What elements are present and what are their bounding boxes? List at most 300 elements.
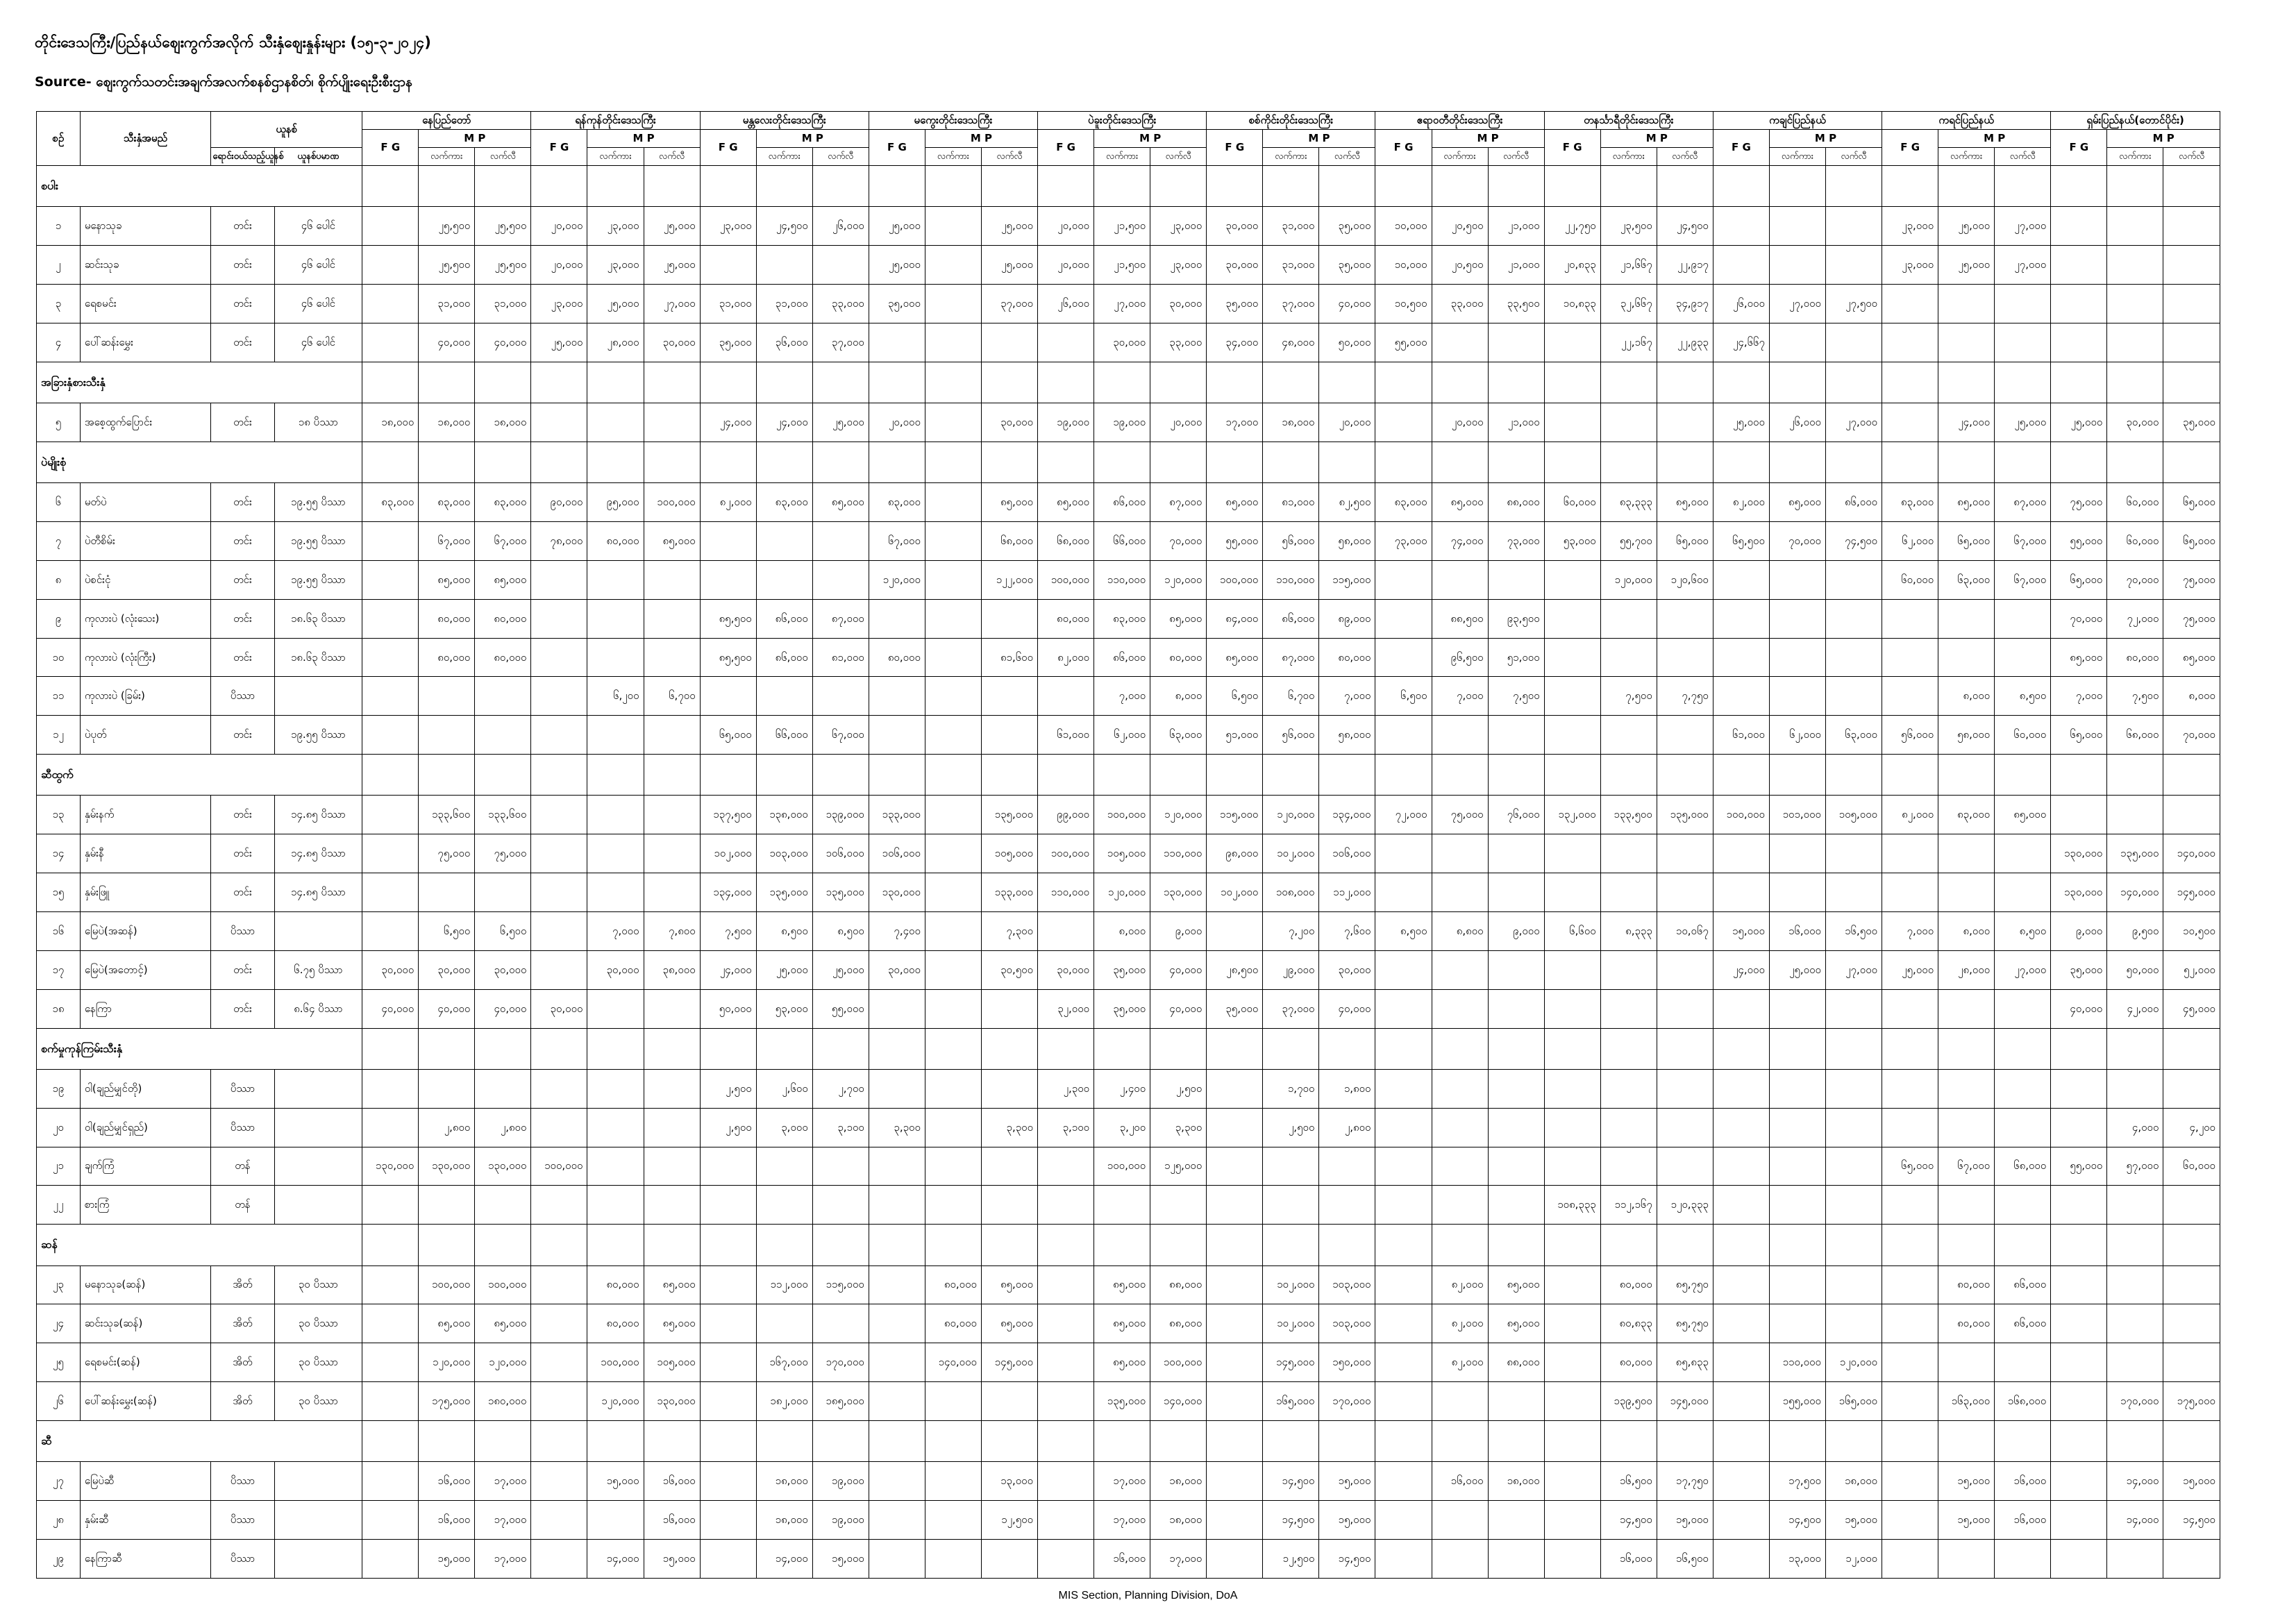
- wholesale-price-cell: ၁၅,၀၀၀: [419, 1539, 475, 1578]
- wholesale-price-cell: ၁၄,၀၀၀: [2107, 1501, 2163, 1540]
- wholesale-price-cell: [1600, 989, 1657, 1028]
- empty-cell: [700, 442, 756, 482]
- wholesale-price-cell: [756, 522, 812, 561]
- wholesale-price-cell: ၁၂၀,၀၀၀: [1094, 873, 1150, 912]
- wholesale-price-cell: ၁၀၀,၀၀၀: [1094, 796, 1150, 834]
- wholesale-price-cell: ၁၄,၅၀၀: [1600, 1501, 1657, 1540]
- retail-price-cell: ၁၀၆,၀၀၀: [812, 834, 869, 873]
- retail-price-cell: [1825, 560, 1882, 599]
- fg-price-cell: [1207, 1108, 1263, 1147]
- wholesale-price-cell: [1938, 323, 1995, 362]
- wholesale-price-cell: [1432, 1147, 1488, 1186]
- unit-quantity: ၁၉.၅၅ ပိဿာ: [274, 522, 362, 561]
- category-label: ဆန်: [37, 1225, 362, 1265]
- header-region: ကရင်ပြည်နယ်: [1882, 112, 2051, 130]
- retail-price-cell: ၁၉,၀၀၀: [812, 1501, 869, 1540]
- empty-cell: [1882, 755, 1938, 796]
- wholesale-price-cell: [1432, 1501, 1488, 1540]
- wholesale-price-cell: [1600, 1147, 1657, 1186]
- fg-price-cell: ၆၅,၀၀၀: [1882, 1147, 1938, 1186]
- fg-price-cell: [1544, 1501, 1600, 1540]
- fg-price-cell: ၁၁၅,၀၀၀: [1207, 796, 1263, 834]
- wholesale-price-cell: ၅၆,၀၀၀: [1263, 522, 1319, 561]
- empty-cell: [1882, 442, 1938, 482]
- fg-price-cell: [1038, 1501, 1094, 1540]
- retail-price-cell: ၁၅,၀၀၀: [1825, 1501, 1882, 1540]
- table-row: [37, 1186, 2220, 1225]
- wholesale-price-cell: [2107, 1343, 2163, 1382]
- wholesale-price-cell: ၁၅,၀၀၀: [587, 1462, 644, 1501]
- wholesale-price-cell: ၈၀,၀၀၀: [1600, 1343, 1657, 1382]
- fg-price-cell: [1207, 1382, 1263, 1421]
- unit-quantity: ၁၉.၅၅ ပိဿာ: [274, 716, 362, 755]
- wholesale-price-cell: ၁၀၂,၀၀၀: [1263, 1265, 1319, 1304]
- retail-price-cell: [1825, 207, 1882, 246]
- wholesale-price-cell: ၈၆,၀၀၀: [1094, 638, 1150, 677]
- empty-cell: [1319, 166, 1375, 207]
- unit-quantity: ၄၆ ပေါင်: [274, 207, 362, 246]
- fg-price-cell: ၁၀၀,၀၀၀: [531, 1147, 587, 1186]
- empty-cell: [2163, 166, 2220, 207]
- table-row: [37, 1069, 2220, 1108]
- crop-name: မြေပဲ(အတောင့်): [80, 950, 211, 989]
- wholesale-price-cell: ၈၂,၀၀၀: [1432, 1265, 1488, 1304]
- sale-unit: တန်: [211, 1186, 274, 1225]
- wholesale-price-cell: ၂၄,၅၀၀: [756, 207, 812, 246]
- wholesale-price-cell: ၁၄၀,၀၀၀: [2107, 873, 2163, 912]
- empty-cell: [812, 1028, 869, 1069]
- fg-price-cell: ၃၀,၀၀၀: [362, 950, 419, 989]
- retail-price-cell: ၈၅,၇၅၀: [1657, 1304, 1713, 1343]
- fg-price-cell: ၅၅,၀၀၀: [2051, 522, 2107, 561]
- fg-price-cell: [362, 1539, 419, 1578]
- retail-price-cell: [2163, 285, 2220, 323]
- wholesale-price-cell: ၁၆၇,၀၀၀: [756, 1343, 812, 1382]
- header-fg: F G: [1882, 130, 1938, 166]
- sale-unit: အိတ်: [211, 1265, 274, 1304]
- empty-cell: [1713, 755, 1769, 796]
- retail-price-cell: [981, 1186, 1037, 1225]
- wholesale-price-cell: ၇၂,၀၀၀: [2107, 599, 2163, 638]
- wholesale-price-cell: ၂၅,၀၀၀: [756, 950, 812, 989]
- wholesale-price-cell: [1600, 950, 1657, 989]
- fg-price-cell: ၅၆,၀၀၀: [1882, 716, 1938, 755]
- header-mp: M P: [587, 130, 700, 148]
- fg-price-cell: ၁၃၄,၀၀၀: [700, 873, 756, 912]
- empty-cell: [1938, 1225, 1995, 1265]
- header-mp-retail: လက်လီ: [981, 148, 1037, 166]
- fg-price-cell: ၂၈,၅၀၀: [1207, 950, 1263, 989]
- fg-price-cell: ၃၅,၀၀၀: [2051, 950, 2107, 989]
- retail-price-cell: [644, 1108, 700, 1147]
- fg-price-cell: ၁၃၂,၀၀၀: [1544, 796, 1600, 834]
- empty-cell: [1938, 755, 1995, 796]
- fg-price-cell: [362, 911, 419, 950]
- fg-price-cell: [1375, 1343, 1432, 1382]
- fg-price-cell: ၂၀,၀၀၀: [869, 403, 925, 442]
- wholesale-price-cell: ၈၇,၀၀၀: [1263, 638, 1319, 677]
- retail-price-cell: ၁၄,၅၀၀: [2163, 1501, 2220, 1540]
- wholesale-price-cell: [1432, 560, 1488, 599]
- retail-price-cell: ၁၇,၀၀၀: [475, 1501, 531, 1540]
- fg-price-cell: [1544, 989, 1600, 1028]
- table-row: [37, 716, 2220, 755]
- retail-price-cell: ၁၂၀,၆၀၀: [1657, 560, 1713, 599]
- retail-price-cell: ၁၈,၀၀၀: [1825, 1462, 1882, 1501]
- fg-price-cell: [362, 1265, 419, 1304]
- empty-cell: [1882, 1028, 1938, 1069]
- table-row: [37, 1265, 2220, 1304]
- fg-price-cell: [1713, 1501, 1769, 1540]
- wholesale-price-cell: ၁၁၂,၀၀၀: [756, 1265, 812, 1304]
- header-row-fg-mp: [37, 130, 2220, 148]
- crop-name: ပဲစင်းငုံ: [80, 560, 211, 599]
- wholesale-price-cell: ၈၅,၀၀၀: [1094, 1343, 1150, 1382]
- fg-price-cell: ၂,၅၀၀: [700, 1069, 756, 1108]
- unit-quantity: ၄၆ ပေါင်: [274, 246, 362, 285]
- crop-name: နှမ်းနက်: [80, 796, 211, 834]
- wholesale-price-cell: ၈၂,၀၀၀: [1432, 1343, 1488, 1382]
- sale-unit: ပိဿာ: [211, 1539, 274, 1578]
- wholesale-price-cell: ၁၄,၀၀၀: [587, 1539, 644, 1578]
- wholesale-price-cell: ၈၁,၀၀၀: [1263, 483, 1319, 522]
- fg-price-cell: ၁၅,၀၀၀: [1713, 911, 1769, 950]
- wholesale-price-cell: [2107, 323, 2163, 362]
- category-label: ဆီ: [37, 1420, 362, 1461]
- empty-cell: [869, 1028, 925, 1069]
- fg-price-cell: ၆၇,၀၀၀: [869, 522, 925, 561]
- wholesale-price-cell: ၁၂,၅၀၀: [1263, 1539, 1319, 1578]
- retail-price-cell: ၇၅,၀၀၀: [2163, 599, 2220, 638]
- wholesale-price-cell: ၁၉,၀၀၀: [1094, 403, 1150, 442]
- fg-price-cell: [700, 1462, 756, 1501]
- empty-cell: [756, 166, 812, 207]
- retail-price-cell: ၈၁,၀၀၀: [812, 638, 869, 677]
- fg-price-cell: [1375, 403, 1432, 442]
- retail-price-cell: [475, 1186, 531, 1225]
- unit-quantity: ၃၀ ပိဿာ: [274, 1382, 362, 1421]
- header-mp: M P: [1432, 130, 1544, 148]
- retail-price-cell: [1488, 1147, 1544, 1186]
- fg-price-cell: ၂၂,၇၅၀: [1544, 207, 1600, 246]
- retail-price-cell: ၁၆,၀၀၀: [1995, 1501, 2051, 1540]
- retail-price-cell: [1657, 599, 1713, 638]
- row-number: ၇: [37, 522, 81, 561]
- fg-price-cell: [1713, 1069, 1769, 1108]
- fg-price-cell: [1038, 677, 1094, 716]
- retail-price-cell: [812, 1147, 869, 1186]
- empty-cell: [2163, 442, 2220, 482]
- wholesale-price-cell: [1769, 1265, 1825, 1304]
- sale-unit: တင်း: [211, 599, 274, 638]
- fg-price-cell: [1882, 638, 1938, 677]
- table-row: [37, 638, 2220, 677]
- table-row: [37, 285, 2220, 323]
- wholesale-price-cell: [1769, 677, 1825, 716]
- fg-price-cell: ၈၅,၀၀၀: [1207, 638, 1263, 677]
- wholesale-price-cell: ၈၅,၀၀၀: [1769, 483, 1825, 522]
- row-number: ၉: [37, 599, 81, 638]
- wholesale-price-cell: [587, 834, 644, 873]
- empty-cell: [1319, 1420, 1375, 1461]
- empty-cell: [1600, 755, 1657, 796]
- fg-price-cell: [1882, 1304, 1938, 1343]
- header-mp-retail: လက်လီ: [644, 148, 700, 166]
- wholesale-price-cell: [925, 796, 981, 834]
- wholesale-price-cell: ၁၄၅,၀၀၀: [1263, 1343, 1319, 1382]
- wholesale-price-cell: ၇၄,၀၀၀: [1432, 522, 1488, 561]
- wholesale-price-cell: ၁၄၀,၀၀၀: [925, 1343, 981, 1382]
- fg-price-cell: ၇,၄၀၀: [869, 911, 925, 950]
- wholesale-price-cell: ၁၀၀,၀၀၀: [419, 1265, 475, 1304]
- retail-price-cell: ၄၀,၀၀၀: [1150, 950, 1207, 989]
- retail-price-cell: ၁၄၀,၀၀၀: [1150, 1382, 1207, 1421]
- crop-name: မတ်ပဲ: [80, 483, 211, 522]
- retail-price-cell: [2163, 246, 2220, 285]
- header-mp-wholesale: လက်ကား: [1263, 148, 1319, 166]
- header-fg: F G: [1207, 130, 1263, 166]
- empty-cell: [1882, 1420, 1938, 1461]
- empty-cell: [1544, 442, 1600, 482]
- wholesale-price-cell: ၈၃,၃၃၃: [1600, 483, 1657, 522]
- retail-price-cell: [1488, 1501, 1544, 1540]
- fg-price-cell: [2051, 1343, 2107, 1382]
- empty-cell: [644, 1028, 700, 1069]
- wholesale-price-cell: [1600, 1108, 1657, 1147]
- retail-price-cell: ၃၇,၀၀၀: [981, 285, 1037, 323]
- wholesale-price-cell: ၁၆,၀၀၀: [1432, 1462, 1488, 1501]
- fg-price-cell: [1038, 911, 1094, 950]
- retail-price-cell: ၆၅,၀၀၀: [2163, 483, 2220, 522]
- retail-price-cell: ၈၃,၀၀၀: [475, 483, 531, 522]
- empty-cell: [1432, 755, 1488, 796]
- empty-cell: [1319, 1028, 1375, 1069]
- retail-price-cell: ၈,၅၀၀: [1995, 911, 2051, 950]
- fg-price-cell: [1375, 1501, 1432, 1540]
- wholesale-price-cell: ၂၃,၀၀၀: [587, 246, 644, 285]
- header-mp-wholesale: လက်ကား: [1600, 148, 1657, 166]
- wholesale-price-cell: ၁၄,၅၀၀: [1263, 1501, 1319, 1540]
- retail-price-cell: [1995, 1343, 2051, 1382]
- wholesale-price-cell: ၁၈၂,၀၀၀: [756, 1382, 812, 1421]
- fg-price-cell: [531, 1462, 587, 1501]
- fg-price-cell: [1207, 1265, 1263, 1304]
- fg-price-cell: [1882, 1069, 1938, 1108]
- wholesale-price-cell: [1263, 1147, 1319, 1186]
- fg-price-cell: [362, 1108, 419, 1147]
- wholesale-price-cell: ၁၄,၀၀၀: [2107, 1462, 2163, 1501]
- empty-cell: [756, 1028, 812, 1069]
- fg-price-cell: ၅၀,၀၀၀: [700, 989, 756, 1028]
- wholesale-price-cell: ၃၀,၀၀၀: [587, 950, 644, 989]
- empty-cell: [531, 442, 587, 482]
- wholesale-price-cell: ၈၈,၅၀၀: [1432, 599, 1488, 638]
- header-mp-wholesale: လက်ကား: [2107, 148, 2163, 166]
- empty-cell: [1600, 166, 1657, 207]
- retail-price-cell: [1657, 1147, 1713, 1186]
- retail-price-cell: ၂၅,၀၀၀: [981, 246, 1037, 285]
- retail-price-cell: [1825, 246, 1882, 285]
- fg-price-cell: [2051, 1304, 2107, 1343]
- empty-cell: [1600, 362, 1657, 403]
- wholesale-price-cell: ၄၈,၀၀၀: [1263, 323, 1319, 362]
- empty-cell: [1263, 1420, 1319, 1461]
- fg-price-cell: ၂၅,၀၀၀: [1882, 950, 1938, 989]
- retail-price-cell: ၂၅,၅၀၀: [475, 246, 531, 285]
- retail-price-cell: ၆၇,၀၀၀: [1995, 560, 2051, 599]
- retail-price-cell: ၈၅,၀၀၀: [644, 1304, 700, 1343]
- wholesale-price-cell: [587, 796, 644, 834]
- sale-unit: တင်း: [211, 873, 274, 912]
- retail-price-cell: [644, 796, 700, 834]
- retail-price-cell: ၂၅,၅၀၀: [475, 207, 531, 246]
- wholesale-price-cell: [1769, 873, 1825, 912]
- fg-price-cell: [362, 560, 419, 599]
- retail-price-cell: ၆၇,၀၀၀: [475, 522, 531, 561]
- retail-price-cell: ၂၁,၀၀၀: [1488, 403, 1544, 442]
- fg-price-cell: [1544, 1108, 1600, 1147]
- empty-cell: [587, 166, 644, 207]
- header-region: နေပြည်တော်: [362, 112, 531, 130]
- wholesale-price-cell: [1938, 285, 1995, 323]
- fg-price-cell: ၁၁၀,၀၀၀: [1038, 873, 1094, 912]
- wholesale-price-cell: [1938, 1108, 1995, 1147]
- retail-price-cell: ၃၄,၉၁၇: [1657, 285, 1713, 323]
- empty-cell: [531, 1225, 587, 1265]
- retail-price-cell: ၇၃,၀၀၀: [1488, 522, 1544, 561]
- fg-price-cell: ၆၅,၀၀၀: [700, 716, 756, 755]
- retail-price-cell: ၁၅,၀၀၀: [1319, 1501, 1375, 1540]
- fg-price-cell: ၅၅,၀၀၀: [2051, 1147, 2107, 1186]
- retail-price-cell: [644, 1147, 700, 1186]
- empty-cell: [700, 1028, 756, 1069]
- fg-price-cell: ၈၂,၀၀၀: [1038, 638, 1094, 677]
- fg-price-cell: [531, 911, 587, 950]
- wholesale-price-cell: ၈၆,၀၀၀: [756, 638, 812, 677]
- wholesale-price-cell: ၁၆၃,၀၀၀: [1938, 1382, 1995, 1421]
- retail-price-cell: ၁၀၀,၀၀၀: [644, 483, 700, 522]
- empty-cell: [1713, 1225, 1769, 1265]
- empty-cell: [1938, 1420, 1995, 1461]
- row-number: ၁၇: [37, 950, 81, 989]
- retail-price-cell: [1488, 950, 1544, 989]
- unit-quantity: ၁၈ ပိဿာ: [274, 403, 362, 442]
- wholesale-price-cell: [1600, 834, 1657, 873]
- wholesale-price-cell: ၁၀၁,၀၀၀: [1769, 796, 1825, 834]
- fg-price-cell: [2051, 207, 2107, 246]
- retail-price-cell: ၃၅,၀၀၀: [1319, 207, 1375, 246]
- wholesale-price-cell: ၈၅,၀၀၀: [419, 1304, 475, 1343]
- empty-cell: [587, 1028, 644, 1069]
- wholesale-price-cell: [925, 1382, 981, 1421]
- empty-cell: [1488, 362, 1544, 403]
- retail-price-cell: [644, 1069, 700, 1108]
- retail-price-cell: ၂,၇၀၀: [812, 1069, 869, 1108]
- retail-price-cell: ၁၈,၀၀၀: [475, 403, 531, 442]
- retail-price-cell: [2163, 1186, 2220, 1225]
- retail-price-cell: ၁၀,၀၆၇: [1657, 911, 1713, 950]
- fg-price-cell: ၆,၅၀၀: [1207, 677, 1263, 716]
- fg-price-cell: [869, 1147, 925, 1186]
- header-mp: M P: [419, 130, 531, 148]
- fg-price-cell: ၃၂,၀၀၀: [1038, 989, 1094, 1028]
- retail-price-cell: [1995, 873, 2051, 912]
- empty-cell: [1263, 1225, 1319, 1265]
- fg-price-cell: ၃၅,၀၀၀: [700, 323, 756, 362]
- empty-cell: [1207, 442, 1263, 482]
- crop-name: နေကြာ: [80, 989, 211, 1028]
- retail-price-cell: [812, 677, 869, 716]
- wholesale-price-cell: [1432, 989, 1488, 1028]
- retail-price-cell: ၂၅,၀၀၀: [644, 207, 700, 246]
- fg-price-cell: ၁၃၃,၀၀၀: [869, 796, 925, 834]
- sale-unit: ပိဿာ: [211, 1108, 274, 1147]
- wholesale-price-cell: [1432, 1382, 1488, 1421]
- empty-cell: [2107, 1028, 2163, 1069]
- retail-price-cell: ၈၅,၇၅၀: [1657, 1265, 1713, 1304]
- wholesale-price-cell: [1432, 950, 1488, 989]
- retail-price-cell: [1488, 989, 1544, 1028]
- fg-price-cell: [1375, 1265, 1432, 1304]
- category-row: [37, 1225, 2220, 1265]
- wholesale-price-cell: [2107, 1265, 2163, 1304]
- fg-price-cell: ၂၆,၀၀၀: [1713, 285, 1769, 323]
- empty-cell: [869, 1225, 925, 1265]
- empty-cell: [1488, 166, 1544, 207]
- empty-cell: [1375, 1225, 1432, 1265]
- fg-price-cell: [1544, 1304, 1600, 1343]
- retail-price-cell: [644, 1186, 700, 1225]
- wholesale-price-cell: [925, 989, 981, 1028]
- retail-price-cell: ၁၃၀,၀၀၀: [475, 1147, 531, 1186]
- empty-cell: [1319, 1225, 1375, 1265]
- wholesale-price-cell: ၂၉,၀၀၀: [1263, 950, 1319, 989]
- empty-cell: [1038, 755, 1094, 796]
- fg-price-cell: [869, 1343, 925, 1382]
- retail-price-cell: ၁၄၅,၀၀၀: [1657, 1382, 1713, 1421]
- wholesale-price-cell: [1938, 989, 1995, 1028]
- wholesale-price-cell: [587, 403, 644, 442]
- empty-cell: [1094, 1028, 1150, 1069]
- fg-price-cell: [1713, 1186, 1769, 1225]
- retail-price-cell: ၁၃၅,၀၀၀: [1657, 796, 1713, 834]
- fg-price-cell: ၁၀၆,၀၀၀: [869, 834, 925, 873]
- table-row: [37, 207, 2220, 246]
- empty-cell: [475, 362, 531, 403]
- fg-price-cell: ၃၅,၀၀၀: [1207, 989, 1263, 1028]
- retail-price-cell: ၇၀,၀၀၀: [1150, 522, 1207, 561]
- retail-price-cell: ၁၂၀,၀၀၀: [1150, 560, 1207, 599]
- crop-name: ပဲတီစိမ်း: [80, 522, 211, 561]
- fg-price-cell: ၂၃,၀၀၀: [700, 207, 756, 246]
- fg-price-cell: [1038, 1147, 1094, 1186]
- table-row: [37, 246, 2220, 285]
- sale-unit: ပိဿာ: [211, 1501, 274, 1540]
- wholesale-price-cell: [756, 560, 812, 599]
- empty-cell: [1713, 362, 1769, 403]
- wholesale-price-cell: ၁၅,၀၀၀: [1938, 1501, 1995, 1540]
- empty-cell: [419, 1420, 475, 1461]
- wholesale-price-cell: ၂၅,၅၀၀: [419, 246, 475, 285]
- header-fg: F G: [531, 130, 587, 166]
- empty-cell: [981, 166, 1037, 207]
- wholesale-price-cell: ၁၃၅,၀၀၀: [756, 873, 812, 912]
- sale-unit: တင်း: [211, 483, 274, 522]
- retail-price-cell: [1825, 1186, 1882, 1225]
- wholesale-price-cell: ၆၃,၀၀၀: [1938, 560, 1995, 599]
- wholesale-price-cell: [2107, 1539, 2163, 1578]
- retail-price-cell: ၈,၀၀၀: [1150, 677, 1207, 716]
